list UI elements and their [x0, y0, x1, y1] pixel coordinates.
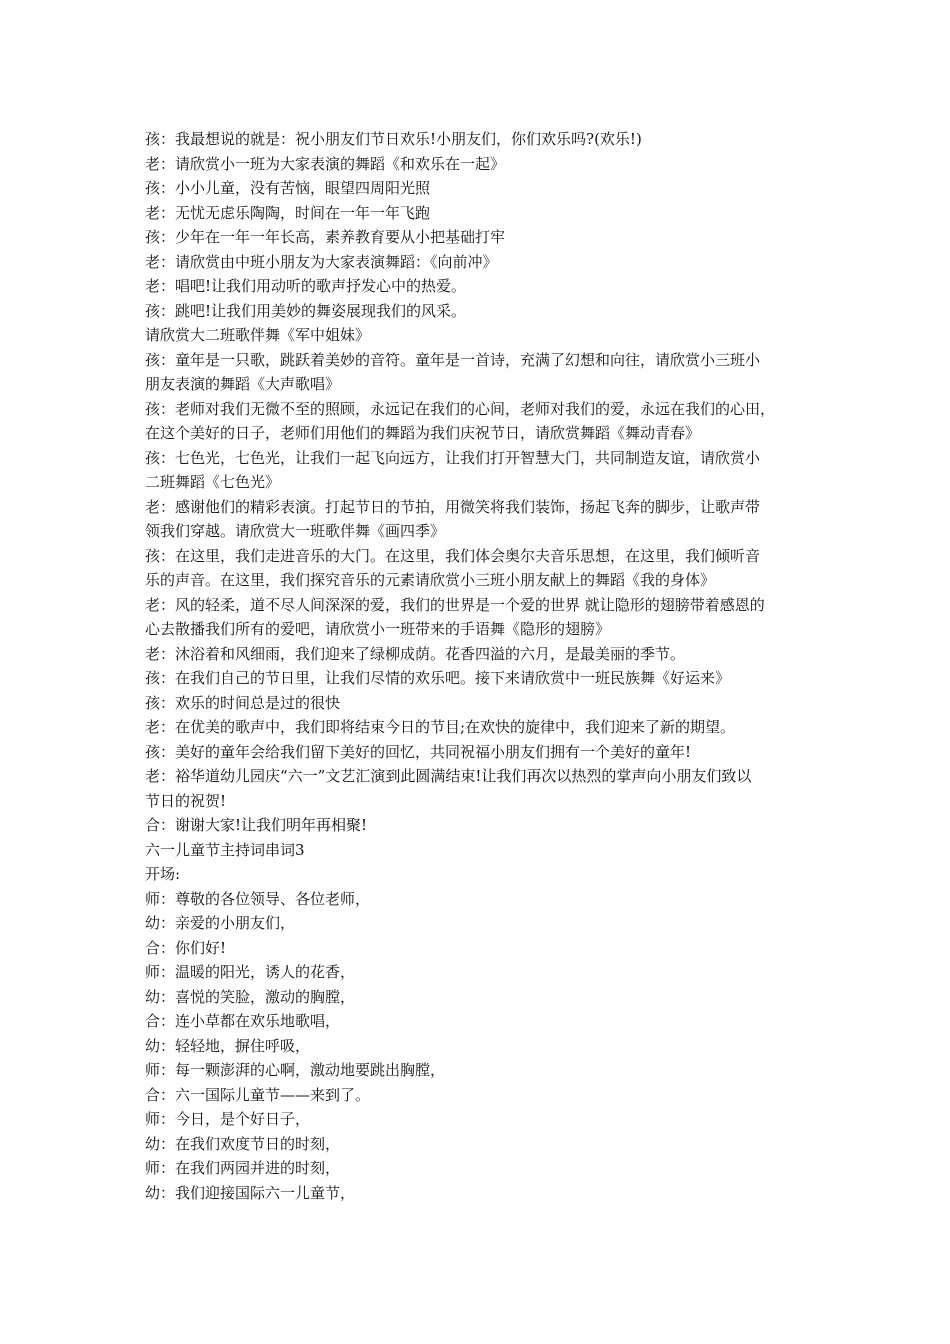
text-line: 师：每一颗澎湃的心啊，激动地要跳出胸膛， [145, 1061, 446, 1079]
text-line: 幼：亲爱的小朋友们， [145, 914, 296, 932]
text-line: 孩：欢乐的时间总是过的很快 [145, 693, 341, 712]
text-line: 师：在我们两园并进的时刻， [145, 1159, 341, 1177]
text-line: 老：唱吧!让我们用动听的歌声抒发心中的热爱。 [145, 277, 467, 295]
document-page [145, 127, 815, 1205]
text-line: 幼：喜悦的笑脸，激动的胸膛， [145, 987, 356, 1006]
text-line: 孩：小小儿童，没有苦恼，眼望四周阳光照 [145, 179, 431, 197]
text-line: 请欣赏大二班歌伴舞《军中姐妹》 [145, 326, 371, 344]
text-line: 孩：老师对我们无微不至的照顾，永远记在我们的心间，老师对我们的爱，永远在我们的心田， [145, 399, 776, 418]
text-line: 老：感谢他们的精彩表演。打起节日的节拍，用微笑将我们装饰，扬起飞奔的脚步，让歌声带 [145, 497, 761, 516]
text-line: 孩：跳吧!让我们用美妙的舞姿展现我们的风采。 [145, 301, 467, 320]
text-line: 幼：我们迎接国际六一儿童节， [145, 1183, 356, 1202]
text-line: 孩：在我们自己的节日里，让我们尽情的欢乐吧。接下来请欣赏中一班民族舞《好运来》 [145, 669, 731, 687]
text-line: 老：风的轻柔，道不尽人间深深的爱，我们的世界是一个爱的世界 就让隐形的翅膀带着感恩的 [145, 595, 765, 614]
text-line: 合：六一国际儿童节——来到了。 [145, 1085, 371, 1104]
text-line: 孩：在这里，我们走进音乐的大门。在这里，我们体会奥尔夫音乐思想，在这里，我们倾听音 [145, 546, 761, 565]
text-line: 孩：七色光，七色光，让我们一起飞向远方，让我们打开智慧大门，共同制造友谊，请欣赏小 [145, 448, 761, 467]
section-title: 六一儿童节主持词串词3 [145, 840, 305, 859]
text-line: 师：温暖的阳光，诱人的花香， [145, 963, 356, 981]
text-line: 师：今日，是个好日子， [145, 1110, 311, 1128]
text-line: 孩：美好的童年会给我们留下美好的回忆，共同祝福小朋友们拥有一个美好的童年! [145, 742, 692, 761]
text-line: 孩：童年是一只歌，跳跃着美妙的音符。童年是一首诗，充满了幻想和向往，请欣赏小三班小 [145, 350, 761, 369]
text-line: 老：请欣赏由中班小朋友为大家表演舞蹈：《向前冲》 [145, 252, 498, 271]
text-line: 幼：轻轻地，摒住呼吸， [145, 1036, 311, 1055]
text-line: 老：沐浴着和风细雨，我们迎来了绿柳成荫。花香四溢的六月，是最美丽的季节。 [145, 644, 686, 663]
text-line: 孩：我最想说的就是：祝小朋友们节日欢乐!小朋友们，你们欢乐吗?(欢乐!) [145, 130, 642, 148]
text-line: 心去散播我们所有的爱吧，请欣赏小一班带来的手语舞《隐形的翅膀》 [145, 620, 611, 638]
text-line: 开场: [145, 865, 181, 883]
text-line: 幼：在我们欢度节日的时刻， [145, 1134, 341, 1153]
text-line: 在这个美好的日子，老师们用他们的舞蹈为我们庆祝节日，请欣赏舞蹈《舞动青春》 [145, 424, 701, 442]
text-line: 师：尊敬的各位领导、各位老师， [145, 889, 371, 908]
text-line: 合：你们好! [145, 938, 227, 957]
text-line: 老：裕华道幼儿园庆“六一”文艺汇演到此圆满结束!让我们再次以热烈的掌声向小朋友们致以 [145, 767, 752, 785]
text-line: 老：无忧无虑乐陶陶，时间在一年一年飞跑 [145, 203, 431, 222]
text-line: 合：连小草都在欢乐地歌唱， [145, 1012, 341, 1030]
text-line: 孩：少年在一年一年长高，素养教育要从小把基础打牢 [145, 228, 506, 246]
text-line: 乐的声音。在这里，我们探究音乐的元素请欣赏小三班小朋友献上的舞蹈《我的身体》 [145, 571, 716, 589]
text-line: 合：谢谢大家!让我们明年再相聚! [145, 816, 368, 834]
text-line: 朋友表演的舞蹈《大声歌唱》 [145, 375, 341, 393]
text-line: 老：在优美的歌声中，我们即将结束今日的节目;在欢快的旋律中，我们迎来了新的期望。 [145, 718, 736, 736]
text-line: 节日的祝贺! [145, 791, 227, 810]
text-line: 二班舞蹈《七色光》 [145, 473, 281, 491]
text-line: 领我们穿越。请欣赏大一班歌伴舞《画四季》 [145, 522, 446, 540]
text-line: 老：请欣赏小一班为大家表演的舞蹈《和欢乐在一起》 [145, 154, 506, 173]
